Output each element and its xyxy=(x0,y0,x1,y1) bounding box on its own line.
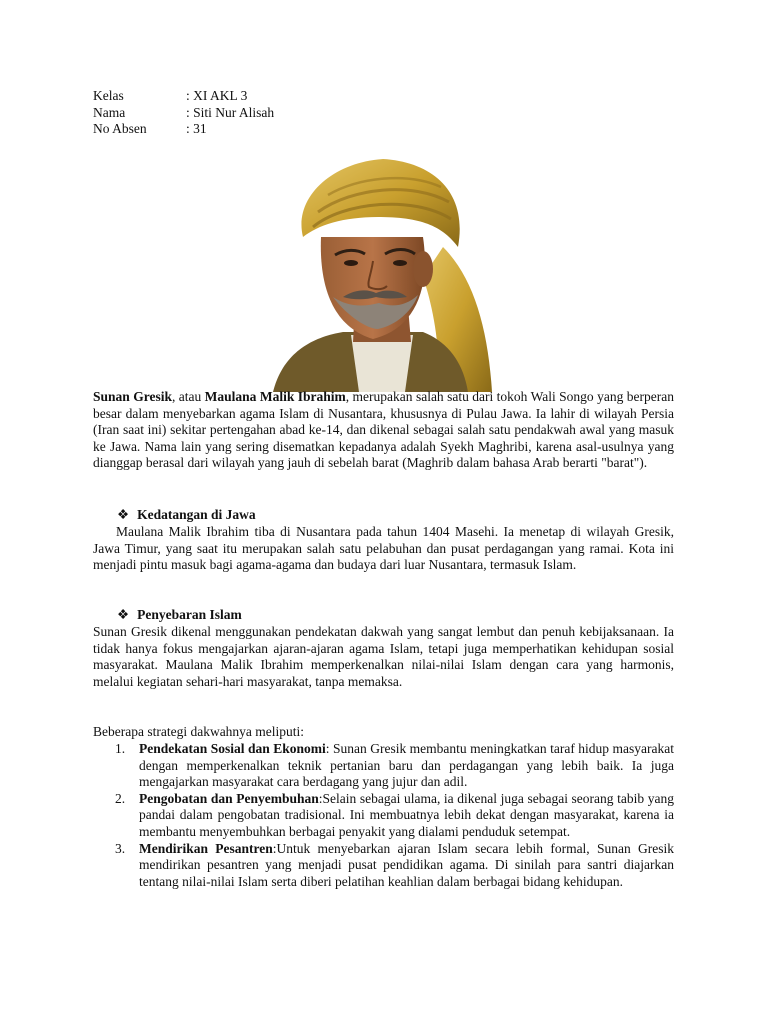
info-row-no-absen xyxy=(93,121,274,138)
intro-text: , merupakan salah satu dari tokoh Wali Songo yang berperan besar dalam menyebarkan agama Islam di Nusantara, khususnya di Pulau Jawa. Ia lahir di wilayah Persia (Iran saat ini) sekitar pertengahan abad ke-14, dan dikenal sebagai salah satu pendakwah awal yang masuk ke Jawa. Nama lain yang sering disematkan kepadanya adalah Syekh Maghribi, karena asal-usulnya yang dianggap berasal dari wilayah yang jauh di sebelah barat (Maghrib dalam bahasa Arab berarti "barat"). xyxy=(93,389,674,471)
strategies-intro: Beberapa strategi dakwahnya meliputi: xyxy=(93,724,305,739)
list-item-title: Mendirikan Pesantren xyxy=(139,840,273,856)
list-item-title: Pengobatan dan Penyembuhan xyxy=(139,790,319,806)
info-value: : 31 xyxy=(186,121,207,137)
info-label: Nama xyxy=(93,104,126,120)
list-item xyxy=(93,741,674,791)
diamond-bullet-icon: ❖ xyxy=(117,507,130,522)
kedatangan-paragraph: Maulana Malik Ibrahim tiba di Nusantara pada tahun 1404 Masehi. Ia menetap di wilayah Gresik, Jawa Timur, yang saat itu merupakan salah satu pelabuhan dan pusat perdagangan yang ramai. Kota ini menjadi pintu masuk bagi agama-agama dan budaya dari luar Nusantara, termasuk Islam. xyxy=(93,524,674,573)
list-number: 2. xyxy=(115,790,126,806)
intro-sep: , atau xyxy=(171,389,205,404)
diamond-bullet-icon: ❖ xyxy=(117,607,130,622)
name-maulana-malik-ibrahim: Maulana Malik Ibrahim xyxy=(204,389,346,404)
list-item-title: Pendekatan Sosial dan Ekonomi xyxy=(139,741,326,756)
section-heading-penyebaran xyxy=(117,607,242,624)
list-number: 3. xyxy=(115,840,126,856)
penyebaran-paragraph: Sunan Gresik dikenal menggunakan pendekatan dakwah yang sangat lembut dan penuh kebijaksanaan. Ia tidak hanya fokus mengajarkan ajaran-ajaran agama Islam, tetapi juga memperhatikan kehidupan sosial masyarakat. Maulana Malik Ibrahim memperkenalkan nilai-nilai Islam dengan cara yang harmonis, melalui kegiatan sehari-hari masyarakat, tanpa memaksa. xyxy=(93,624,674,689)
list-item-text: :Selain sebagai ulama, ia dikenal juga sebagai seorang tabib yang pandai dalam pengobatan tradisional. Ini membuatnya lebih dekat dengan masyarakat, karena ia membantu menyembuhkan berbagai penyakit yang dialami penduduk setempat. xyxy=(139,790,674,839)
sunan-gresik-portrait xyxy=(273,157,492,392)
student-info xyxy=(93,88,274,138)
list-number: 1. xyxy=(115,741,126,756)
info-row-nama xyxy=(93,105,274,122)
info-label: No Absen xyxy=(93,121,147,137)
info-label: Kelas xyxy=(93,88,124,103)
list-item xyxy=(93,791,674,841)
info-value: : Siti Nur Alisah xyxy=(186,104,275,120)
list-item-text: :Untuk menyebarkan ajaran Islam secara lebih formal, Sunan Gresik mendirikan pesantren yang menjadi pusat pendidikan agama. Di sinilah para santri diajarkan tentang nilai-nilai Islam serta diberi pelatihan keahlian dalam berbagai bidang kehidupan. xyxy=(139,840,674,889)
intro-paragraph xyxy=(93,389,674,472)
list-item xyxy=(93,841,674,891)
info-row-kelas xyxy=(93,88,274,105)
section-title: Penyebaran Islam xyxy=(137,607,242,622)
section-title: Kedatangan di Jawa xyxy=(137,507,256,522)
info-value: : XI AKL 3 xyxy=(186,88,248,103)
list-item-text: : Sunan Gresik membantu meningkatkan taraf hidup masyarakat dengan memperkenalkan teknik pertanian baru dan perdagangan yang lebih baik. Ia juga mengajarkan masyarakat cara berdagang yang jujur dan adil. xyxy=(139,741,674,790)
name-sunan-gresik: Sunan Gresik xyxy=(93,389,172,404)
strategies-list xyxy=(93,741,674,890)
section-heading-kedatangan xyxy=(117,507,256,524)
